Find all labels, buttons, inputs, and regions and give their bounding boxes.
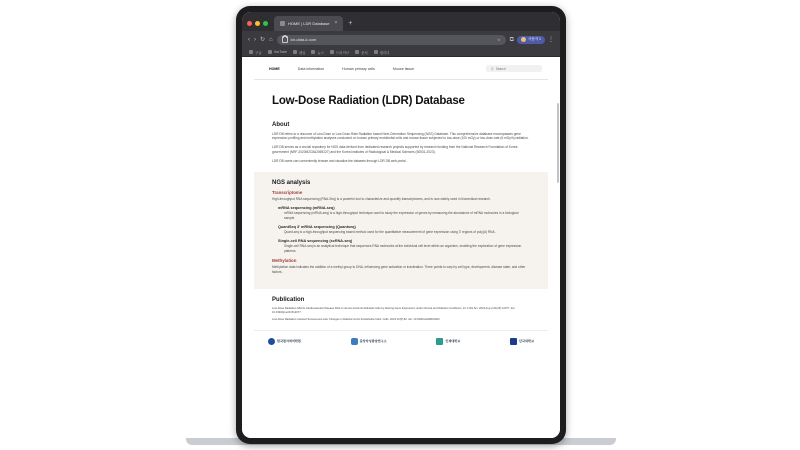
kirams-logo-icon [268,338,275,345]
logo-label: 단국대학교 [519,338,534,343]
profile-button[interactable] [517,36,545,44]
nav-item-home[interactable]: HOME [269,66,280,71]
logo-kirams[interactable] [268,338,301,345]
bookmark-favicon-icon [374,50,378,54]
ldr-database-page [254,57,548,438]
nav-item-human-primary-cells[interactable]: Human primary cells [342,66,375,71]
address-bar-url: ldr-data-k.com [290,37,317,42]
tab-title: HOME | LDR Database [288,20,330,26]
dankook-logo-icon [510,338,517,345]
logo-nrec[interactable] [351,338,387,345]
scrna-seq-text: Single-cell RNA-seq is an analytical technique that sequences RNA molecules at the individual cell level within an organism, enabling the exploration of gene expression patterns. [284,244,522,254]
about-paragraph-3: LDR DB users can conveniently browse and visualize the datasets through LDR DB web portal. [272,159,407,164]
site-navigation [254,57,548,80]
window-controls[interactable] [247,21,268,26]
laptop-screen [242,12,560,438]
transcriptome-intro: High-throughput RNA sequencing (RNA-Seq) is a powerful tool to characterize and quantify transcriptomes, and is now widely used in biomedical research. [272,197,491,202]
browser-chrome [242,12,560,57]
logo-label: 중앙악성종양연구소 [359,338,387,343]
hero-section [254,80,548,122]
browser-toolbar [242,31,560,48]
home-button[interactable]: ⌂ [269,36,273,43]
publication-section [254,289,548,330]
browser-tab[interactable] [274,16,343,31]
toolbar-right-actions [510,36,554,44]
bookmark-favicon-icon [293,50,297,54]
about-heading: About [272,121,290,128]
extensions-icon[interactable]: ⧉ [509,36,514,43]
reload-button[interactable]: ↻ [260,36,266,43]
bookmark-item[interactable] [355,50,368,55]
bookmark-label: 캠리더 [379,50,390,55]
methylation-text: Methylation data indicates the addition of a methyl group to DNA, influencing gene activation or inactivation. Three points to vary by cell type, development, disease state, and other factors. [272,265,526,274]
bookmark-favicon-icon [311,50,315,54]
laptop-frame [236,6,566,444]
logo-dankook[interactable] [510,338,534,345]
page-viewport [242,57,560,438]
bookmarks-bar [242,48,560,57]
browser-tabstrip [242,12,560,31]
close-window-button[interactable] [247,21,252,26]
bookmark-item[interactable] [249,50,262,55]
bookmark-label: 뉴스 [317,50,325,55]
logo-inje[interactable] [436,338,460,345]
bookmark-label: 드라이브 [336,50,350,55]
publication-list [272,307,530,322]
page-title: Low-Dose Radiation (LDR) Database [272,95,465,107]
nav-item-data-information[interactable]: Data information [297,66,325,71]
bookmark-favicon-icon [330,50,334,54]
maximize-window-button[interactable] [263,21,268,26]
bookmark-label: YouTube [273,50,287,54]
profile-label: 사용자 1 [527,37,541,41]
about-paragraph-1: LDR DB refers to a resource of Low-Dose or Low-Dose-Rate Radiation based Next-Generation Sequencing (NGS) Database. This comprehensive database encompasses gene expression profiling and methylation analyses conducted on human primary endothelial cells and mouse tissue subjected to low-dose (100 mGy) or low-dose-rate (6 mGy/h) radiation. [272,131,529,141]
publication-item[interactable]: Low-Dose Radiation Affects Cardiovascular Disease Risk in Human Aortic Endothelial Cells by Altering Gene Expression under Normal and Diabetic Conditions. Int J Mol Sci. 2023 Aug 2;24(15):12077. doi: 10.3390/ijms241512077. [272,306,516,314]
bookmark-favicon-icon [249,50,253,54]
bookmark-favicon-icon [355,50,359,54]
publication-heading: Publication [272,296,305,303]
about-section [254,122,548,165]
browser-menu-icon[interactable]: ⋮ [548,36,554,43]
bookmark-favicon-icon [268,50,272,54]
tab-close-icon[interactable]: × [334,20,338,26]
quantseq-text: Quant-seq is a high-throughput sequencing based method used for the quantitative measurement of gene expression using 3' regions of poly(A) RNA. [284,230,496,235]
quantseq-title: QuantSeq 3' mRNA sequencing (Quantseq) [278,225,356,230]
address-bar[interactable] [277,35,506,45]
scrna-seq-title: Single-cell RNA sequencing (scRNA-seq) [278,239,353,244]
mrna-seq-text: mRNA sequencing (mRNA-seq) is a high-throughput technique used to study the expression of genes by measuring the abundance of mRNA molecules in a biological sample. [284,211,519,221]
methylation-heading: Methylation [272,258,297,263]
bookmark-label: 메일 [298,50,306,55]
search-icon: ⚲ [491,66,494,71]
publication-item[interactable]: Low-Dose Radiation-Induced Senescence-Like Changes in Diabetic Aortic Endothelial Cells. Cells. 2023;12(5):82. doi: 10.3390/cells8010002. [272,317,441,321]
bookmark-item[interactable] [374,50,390,55]
back-button[interactable]: ‹ [248,36,250,43]
tab-favicon-icon [280,21,285,26]
bookmark-item[interactable] [293,50,306,55]
logo-label: 인제대학교 [445,338,461,343]
bookmark-item[interactable] [311,50,324,55]
site-search[interactable] [486,65,542,72]
forward-button[interactable]: › [254,36,256,43]
ngs-heading: NGS analysis [272,180,311,187]
ngs-analysis-section [254,172,548,289]
bookmark-item[interactable] [330,50,349,55]
transcriptome-heading: Transcriptome [272,190,303,196]
lock-icon [282,36,288,43]
nav-item-mouse-tissue[interactable]: Mouse tissue [392,66,415,71]
footer-logos [254,330,548,354]
page-scrollbar[interactable] [557,103,559,183]
bookmark-label: 구글 [255,50,262,55]
bookmark-label: 문서 [361,50,368,55]
bookmark-item[interactable] [268,50,287,54]
avatar [521,37,526,42]
about-paragraph-2: LDR DB serves as a crucial repository for NGS data derived from dedicated research projects supported by research funding from the National Research Foundation of Korea government (NRF-2020M2C8A2069227) and the Korea Institutes of Radiological & Medical Sciences (50531-2023). [272,145,518,155]
new-tab-button[interactable]: + [348,19,353,27]
minimize-window-button[interactable] [255,21,260,26]
nrec-logo-icon [351,338,358,345]
inje-logo-icon [436,338,443,345]
logo-label: 한국원자력의학원 [277,338,301,343]
search-input[interactable] [496,67,537,71]
mrna-seq-title: mRNA sequencing (mRNA-seq) [278,206,335,211]
bookmark-star-icon[interactable]: ☆ [497,37,501,42]
